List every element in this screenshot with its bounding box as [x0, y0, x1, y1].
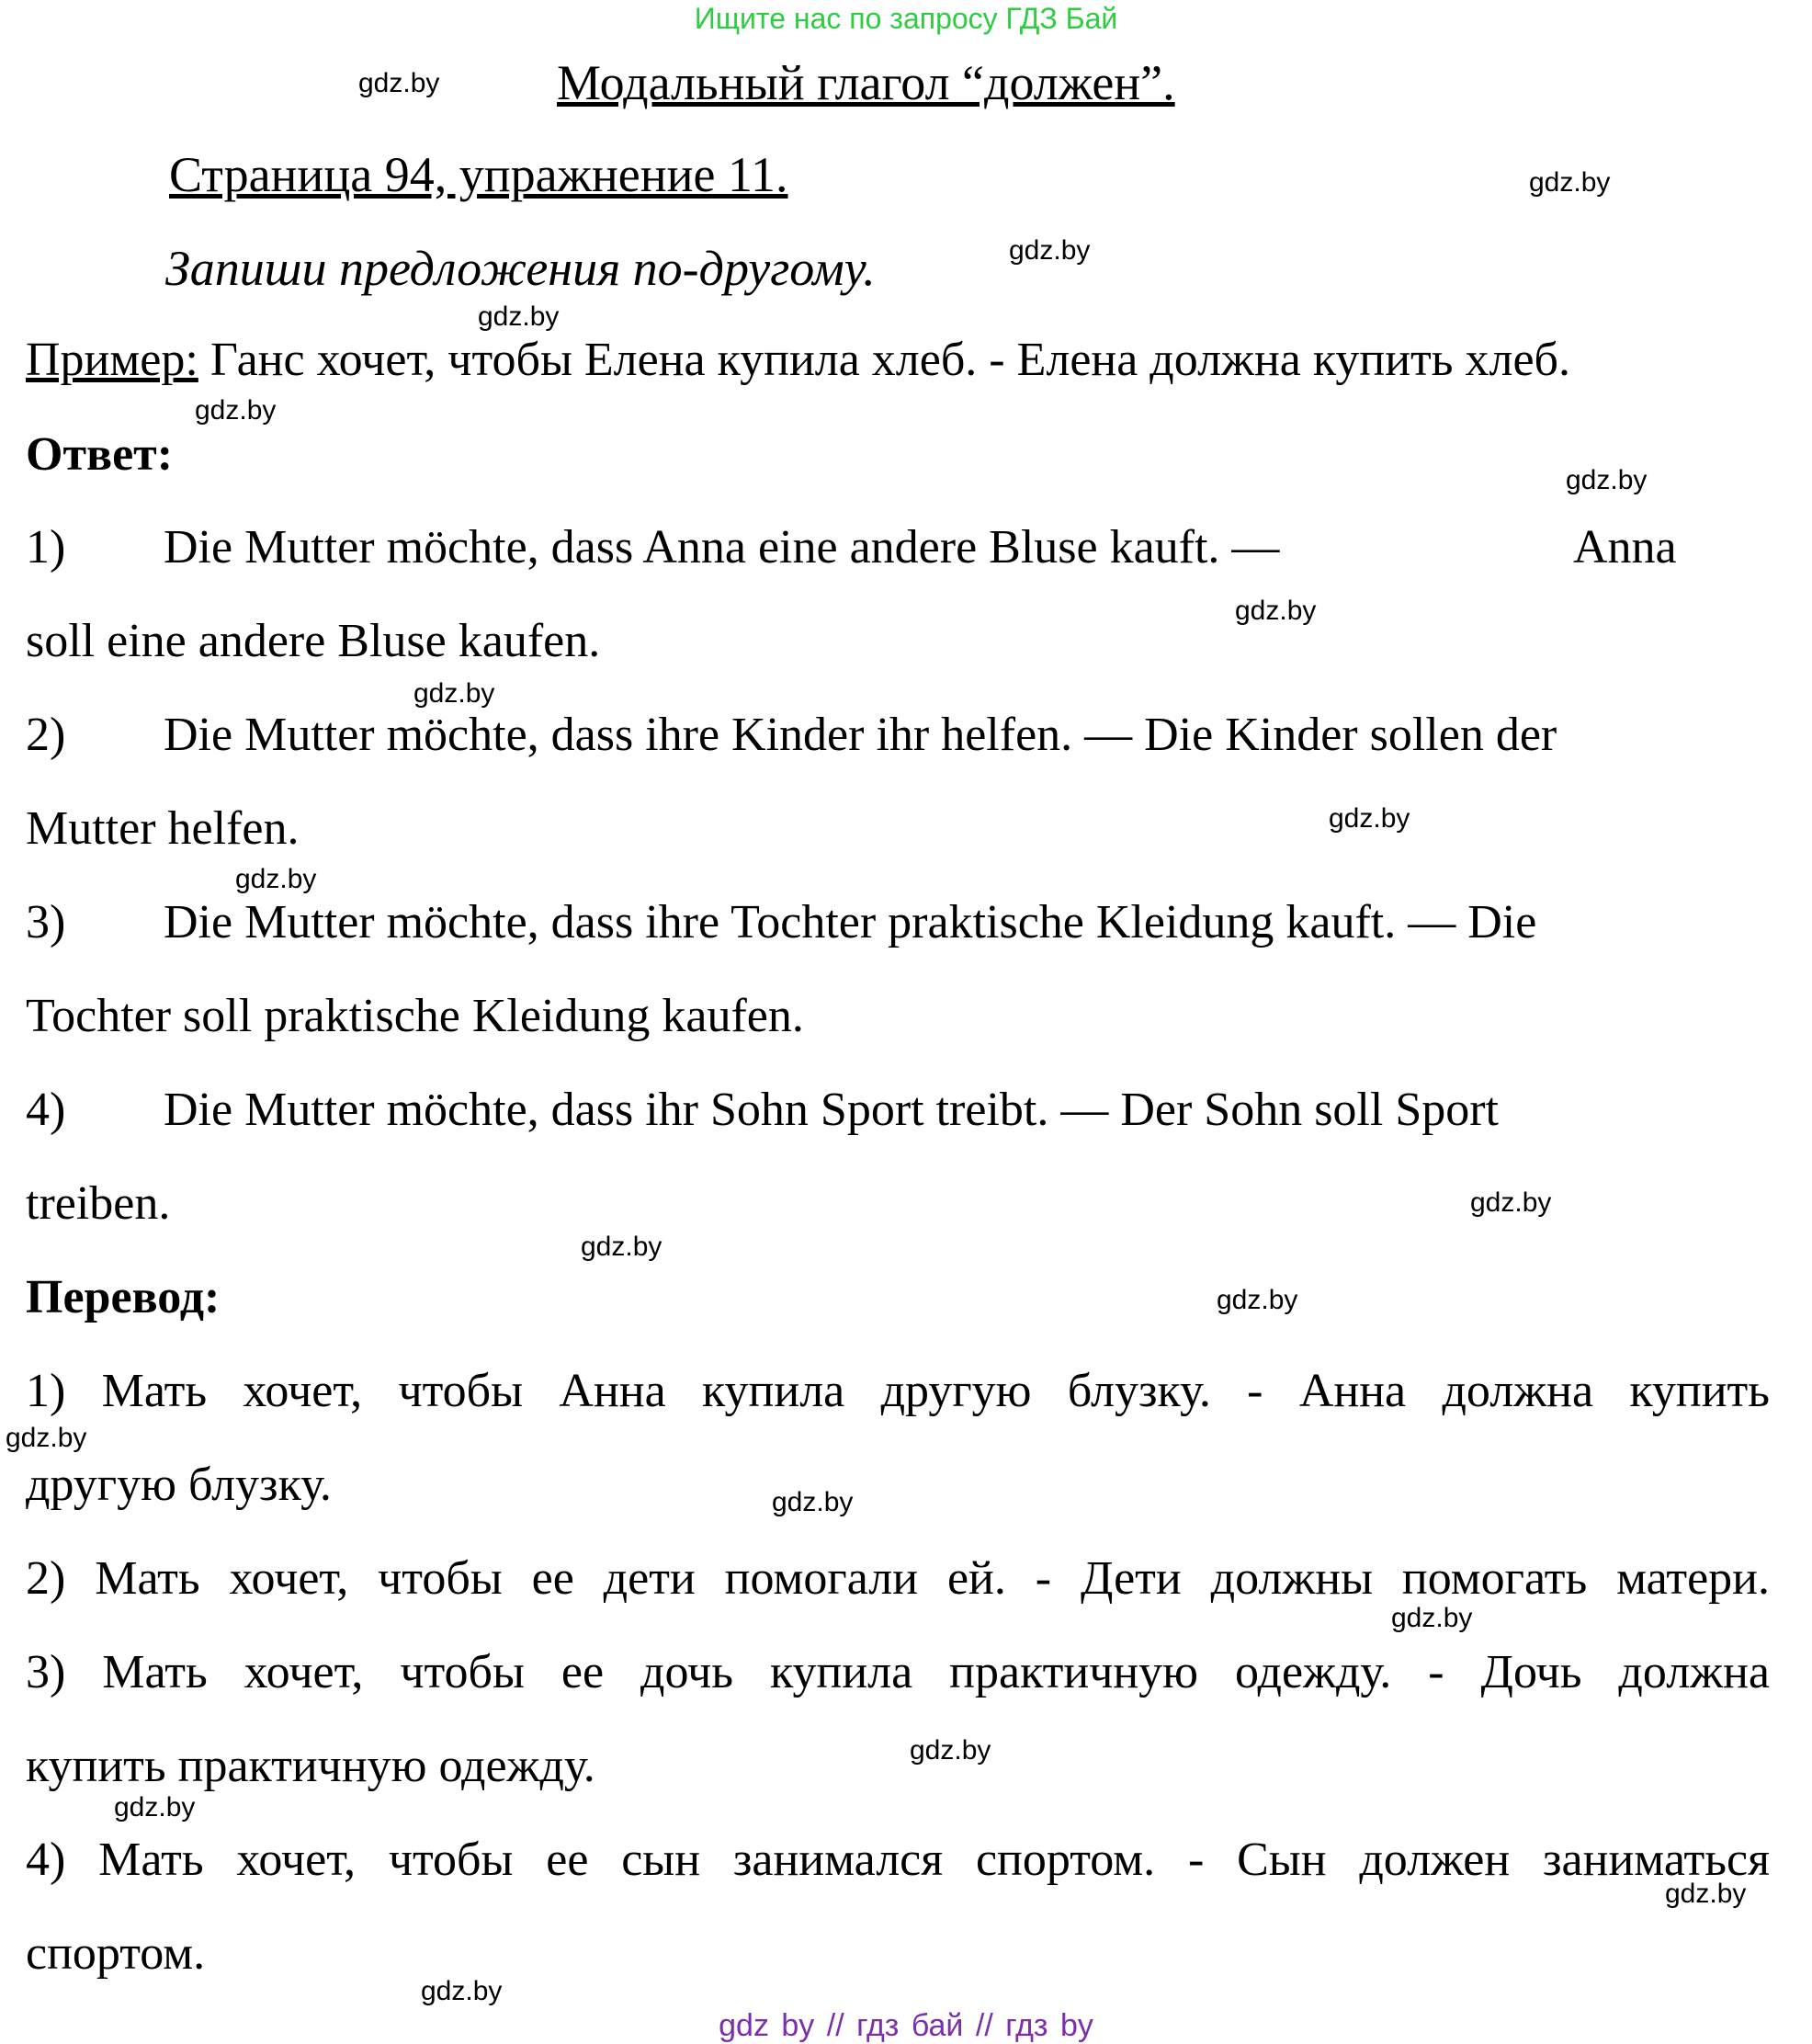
- watermark: gdz.by: [413, 678, 495, 709]
- watermark: gdz.by: [6, 1423, 87, 1453]
- answer-item-3-line1: [26, 895, 1536, 950]
- watermark: gdz.by: [1665, 1879, 1747, 1909]
- answer-item-text: Die Mutter möchte, dass ihre Kinder ihr helfen. — Die Kinder sollen der: [164, 709, 1557, 761]
- translation-item-4-line1: 4) Мать хочет, чтобы ее сын занимался спортом. - Сын должен заниматься: [26, 1834, 1770, 1886]
- answer-item-2-line1: [26, 708, 1557, 763]
- footer-links: gdz by // гдз бай // гдз by: [719, 2008, 1093, 2043]
- answer-item-number: 3): [26, 896, 66, 948]
- translation-item-1-line1: 1) Мать хочет, чтобы Анна купила другую блузку. - Анна должна купить: [26, 1365, 1770, 1417]
- watermark: gdz.by: [358, 68, 440, 98]
- search-banner: Ищите нас по запросу ГДЗ Бай: [694, 2, 1118, 35]
- watermark: gdz.by: [1329, 803, 1410, 834]
- example-line: [26, 333, 1570, 388]
- watermark: gdz.by: [1009, 235, 1091, 266]
- translation-item-1-line2: другую блузку.: [26, 1459, 332, 1511]
- watermark: gdz.by: [1566, 465, 1648, 495]
- example-label: Пример:: [26, 334, 198, 386]
- translation-item-3-line1: 3) Мать хочет, чтобы ее дочь купила практичную одежду. - Дочь должна: [26, 1646, 1770, 1698]
- watermark: gdz.by: [1529, 167, 1611, 198]
- example-text: Ганс хочет, чтобы Елена купила хлеб. - Елена должна купить хлеб.: [198, 334, 1570, 386]
- page-title: Модальный глагол “должен”.: [557, 55, 1175, 110]
- watermark: gdz.by: [1235, 596, 1317, 626]
- translation-item-2-line1: 2) Мать хочет, чтобы ее дети помогали ей. - Дети должны помогать матери.: [26, 1552, 1770, 1605]
- answer-item-4-line1: [26, 1083, 1499, 1138]
- watermark: gdz.by: [1391, 1603, 1473, 1633]
- answer-item-1-line2: soll eine andere Bluse kaufen.: [26, 615, 601, 667]
- answer-item-text: Die Mutter möchte, dass ihr Sohn Sport treibt. — Der Sohn soll Sport: [164, 1084, 1500, 1136]
- instruction: Запиши предложения по-другому.: [165, 241, 876, 296]
- answer-item-3-line2: Tochter soll praktische Kleidung kaufen.: [26, 990, 804, 1042]
- watermark: gdz.by: [772, 1487, 854, 1517]
- watermark: gdz.by: [114, 1792, 196, 1823]
- answer-item-text: Die Mutter möchte, dass ihre Tochter praktische Kleidung kauft. — Die: [164, 896, 1537, 948]
- translation-item-3-line2: купить практичную одежду.: [26, 1740, 595, 1792]
- answer-item-text: Die Mutter möchte, dass Anna eine andere Bluse kauft. —: [164, 521, 1280, 573]
- translation-heading: Перевод:: [26, 1271, 221, 1323]
- watermark: gdz.by: [910, 1735, 991, 1766]
- translation-item-4-line2: спортом.: [26, 1927, 206, 1980]
- watermark: gdz.by: [1217, 1285, 1298, 1315]
- answer-heading: Ответ:: [26, 428, 174, 481]
- answer-item-4-line2: treiben.: [26, 1177, 171, 1230]
- answer-item-2-line2: Mutter helfen.: [26, 802, 300, 855]
- answer-item-number: 1): [26, 521, 66, 573]
- watermark: gdz.by: [235, 864, 317, 894]
- watermark: gdz.by: [478, 301, 560, 332]
- watermark: gdz.by: [421, 1976, 503, 2006]
- watermark: gdz.by: [581, 1232, 663, 1262]
- page-exercise-heading: Страница 94, упражнение 11.: [169, 147, 788, 202]
- answer-item-1-tail: Anna: [1573, 521, 1677, 573]
- answer-item-number: 2): [26, 709, 66, 761]
- watermark: gdz.by: [195, 395, 277, 426]
- watermark: gdz.by: [1470, 1187, 1552, 1218]
- answer-item-1-line1: [26, 520, 1279, 575]
- answer-item-number: 4): [26, 1084, 66, 1136]
